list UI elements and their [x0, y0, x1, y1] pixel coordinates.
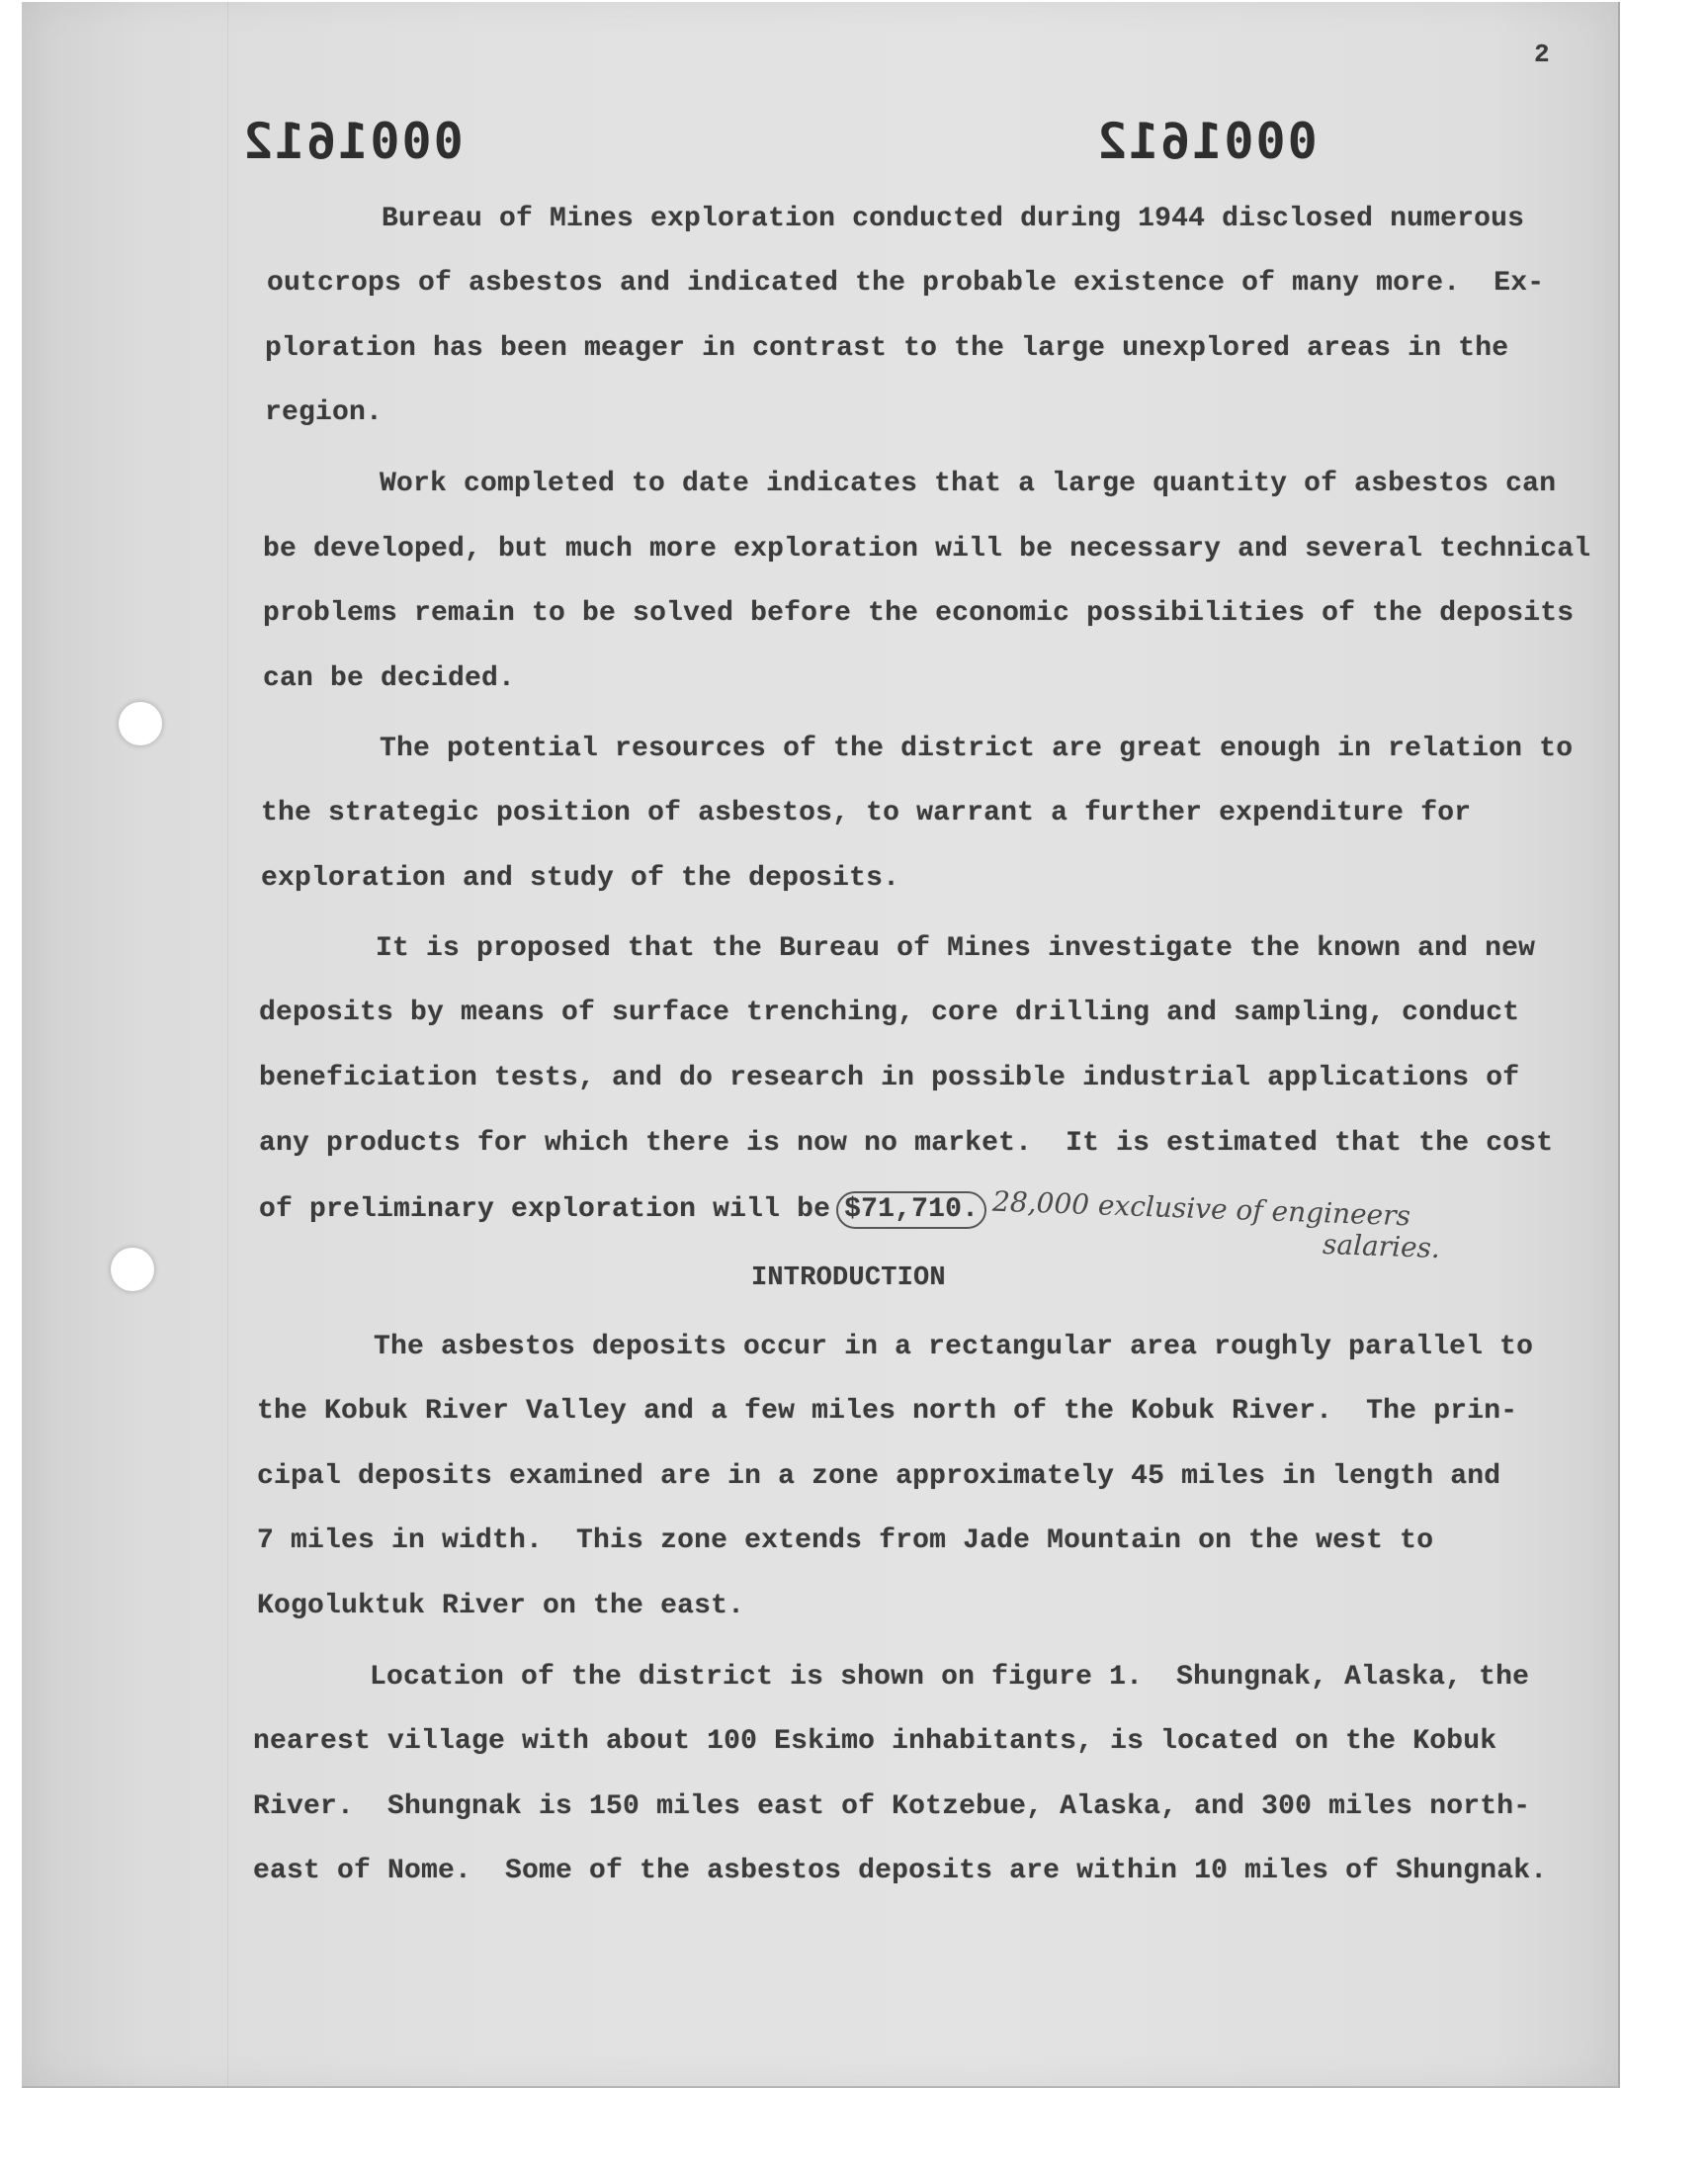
paragraph-2-line: can be decided. — [263, 663, 516, 694]
punch-hole — [119, 702, 162, 745]
paper-sheet — [22, 2, 1620, 2088]
page-margin-shadow — [227, 2, 228, 2086]
intro-paragraph-2-line: River. Shungnak is 150 miles east of Kotzebue, Alaska, and 300 miles north- — [253, 1791, 1531, 1822]
intro-paragraph-1-line: the Kobuk River Valley and a few miles north of the Kobuk River. The prin- — [257, 1396, 1518, 1427]
paragraph-1-line: outcrops of asbestos and indicated the probable existence of many more. Ex- — [267, 268, 1545, 299]
handwritten-note: 28,000 exclusive of engineers — [991, 1184, 1411, 1233]
intro-paragraph-1-line: The asbestos deposits occur in a rectangular area roughly parallel to — [374, 1332, 1534, 1362]
paragraph-1-line: region. — [265, 397, 384, 428]
document-stamp-right: 0001612 — [1095, 113, 1318, 170]
handwritten-note: salaries. — [1322, 1227, 1441, 1265]
paragraph-1-line: Bureau of Mines exploration conducted during 1944 disclosed numerous — [382, 204, 1525, 234]
intro-paragraph-1-line: Kogoluktuk River on the east. — [257, 1591, 745, 1621]
paragraph-4-last-line — [259, 1191, 986, 1229]
paragraph-2-line: be developed, but much more exploration will be necessary and several technical — [263, 534, 1591, 565]
paragraph-4-line: It is proposed that the Bureau of Mines investigate the known and new — [376, 933, 1536, 964]
intro-paragraph-1-line: cipal deposits examined are in a zone approximately 45 miles in length and — [257, 1461, 1501, 1492]
paragraph-4-line: beneficiation tests, and do research in possible industrial applications of — [259, 1063, 1520, 1093]
paragraph-4-line: any products for which there is now no market. It is estimated that the cost — [259, 1128, 1554, 1159]
paragraph-4-line: deposits by means of surface trenching, core drilling and sampling, conduct — [259, 998, 1520, 1028]
paragraph-2-line: Work completed to date indicates that a large quantity of asbestos can — [380, 469, 1557, 499]
page-number: 2 — [1534, 40, 1550, 69]
section-heading: INTRODUCTION — [751, 1263, 946, 1293]
paragraph-1-line: ploration has been meager in contrast to the large unexplored areas in the — [265, 333, 1509, 364]
paragraph-4-line: of preliminary exploration will be — [259, 1194, 831, 1225]
paragraph-3-line: The potential resources of the district are great enough in relation to — [380, 734, 1574, 764]
paragraph-2-line: problems remain to be solved before the economic possibilities of the deposits — [263, 598, 1575, 629]
punch-hole — [111, 1248, 154, 1291]
paragraph-3-line: the strategic position of asbestos, to warrant a further expenditure for — [261, 798, 1472, 828]
intro-paragraph-1-line: 7 miles in width. This zone extends from Jade Mountain on the west to — [257, 1525, 1434, 1556]
circled-cost-amount: $71,710. — [836, 1191, 986, 1229]
intro-paragraph-2-line: Location of the district is shown on figure 1. Shungnak, Alaska, the — [370, 1662, 1530, 1693]
intro-paragraph-2-line: nearest village with about 100 Eskimo inhabitants, is located on the Kobuk — [253, 1726, 1497, 1757]
document-stamp-left: 0001612 — [241, 113, 464, 170]
intro-paragraph-2-line: east of Nome. Some of the asbestos deposits are within 10 miles of Shungnak. — [253, 1856, 1548, 1886]
paragraph-3-line: exploration and study of the deposits. — [261, 863, 900, 894]
